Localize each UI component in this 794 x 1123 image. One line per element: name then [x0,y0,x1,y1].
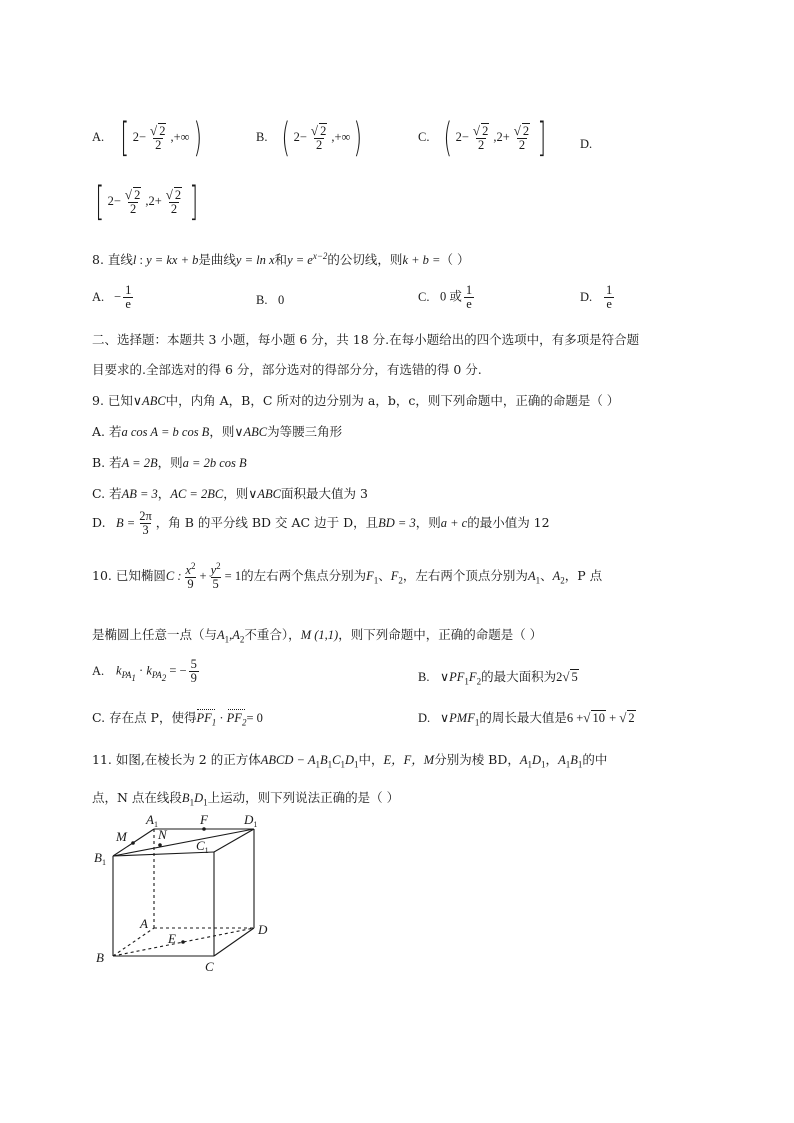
q10-stem: 10. 已知椭圆C : $\frac{x^2}{9}$ + $\frac{y^2}{5}$ = 1的左右两个焦点分别为$F_1$、$F_2$，左右两个顶点分别为$A_1$、$A_2$，P 点 [92,561,603,592]
point-F [202,827,206,831]
section2-line2: 目要求的.全部选对的得 6 分，部分选对的得部分分，有选错的得 0 分. [92,362,482,377]
q9-option-d: D. B = $\frac{2\pi}{3}$ ，角 B 的平分线 BD 交 AC 边于 D，且BD = 3，则a + c的最小值为 12 [92,509,550,538]
point-M [131,841,135,845]
q8-option-a: A. − $\frac{1}{e}$ [92,283,132,312]
label-C: C [205,959,214,974]
label-C1: $C_1$ [196,838,209,855]
q7-option-d: [ 2− $\frac{√ 2}{2}$ ,2+ $\frac{√ 2}{2}$ ] [95,179,199,225]
q7-options-row: A. [ 2− $\frac{√ 2}{2}$ ,+∞) [92,115,202,161]
label-N: N [158,827,167,842]
q8-stem: 8. 直线l : y = kx + b是曲线y = ln x和$y = e^{x-2}$的公切线，则k + b =（ ） [92,250,470,267]
q9-option-b: B. 若A = 2B，则a = 2b cos B [92,455,247,470]
q8-option-b: B. 0 [256,293,285,307]
q10-option-c: C. 存在点 P，使得$PF_1 \cdot PF_2= 0$ [92,710,263,728]
label-A: A [140,916,148,931]
q10-option-d: D. $\vee PMF_1$的周长最大值是6 +√ 10 + √ 2 [418,710,635,728]
q8-option-c: C. 0 或 $\frac{1}{e}$ [418,283,473,312]
q10-option-b: B. $\vee PF_1F_2$的最大面积为2√ 5 [418,669,578,687]
label-A1: $A_1$ [146,812,158,829]
q9-stem: 9. 已知∨ABC中，内角 A，B，C 所对的边分别为 a，b，c，则下列命题中，正确的命题是（ ） [92,393,620,408]
q7-option-b: B. ( 2− $\frac{√ 2}{2}$ ,+∞) [256,115,363,161]
q7-option-c: C. ( 2− $\frac{√ 2}{2}$ ,2+ $\frac{√ 2}{2}$ ] [418,115,547,161]
q10-option-a: A. $k_{PA_1} \cdot k_{PA_2}$ = − $\frac{5}{9}$ [92,657,197,686]
section2-line1: 二、选择题：本题共 3 小题，每小题 6 分，共 18 分.在每小题给出的四个选项中，有多项是符合题 [92,332,640,347]
q9-option-a: A. 若a cos A = b cos B，则∨ABC为等腰三角形 [92,424,343,439]
q11-stem: 11. 如图,在棱长为 2 的正方体ABCD − $A_1B_1C_1D_1$中，E，F，M分别为棱 BD，$A_1D_1$，$A_1B_1$的中 [92,752,608,770]
label-E: E [168,931,176,946]
q7-option-d-label: D. [580,137,593,151]
edge-C-D [214,928,254,956]
point-E [181,940,185,944]
label-D1: $D_1$ [244,812,258,829]
q11-stem-line2: 点，N 点在线段$B_1D_1$上运动，则下列说法正确的是（ ） [92,790,400,808]
cube-figure [88,810,278,980]
label-B1: $B_1$ [94,850,106,867]
label-B: B [96,950,104,965]
q9-option-c: C. 若AB = 3，AC = 2BC，则∨ABC面积最大值为 3 [92,486,368,501]
q10-stem-line2: 是椭圆上任意一点（与$A_1,A_2$不重合），M (1,1)，则下列命题中，正确的命题是（ ） [92,627,543,645]
label-D: D [258,922,268,937]
label-M: M [116,829,127,844]
q7-option-a-label: A. [92,129,105,144]
label-F: F [200,812,208,827]
q8-option-d: D. $\frac{1}{e}$ [580,283,613,312]
point-N [158,843,162,847]
